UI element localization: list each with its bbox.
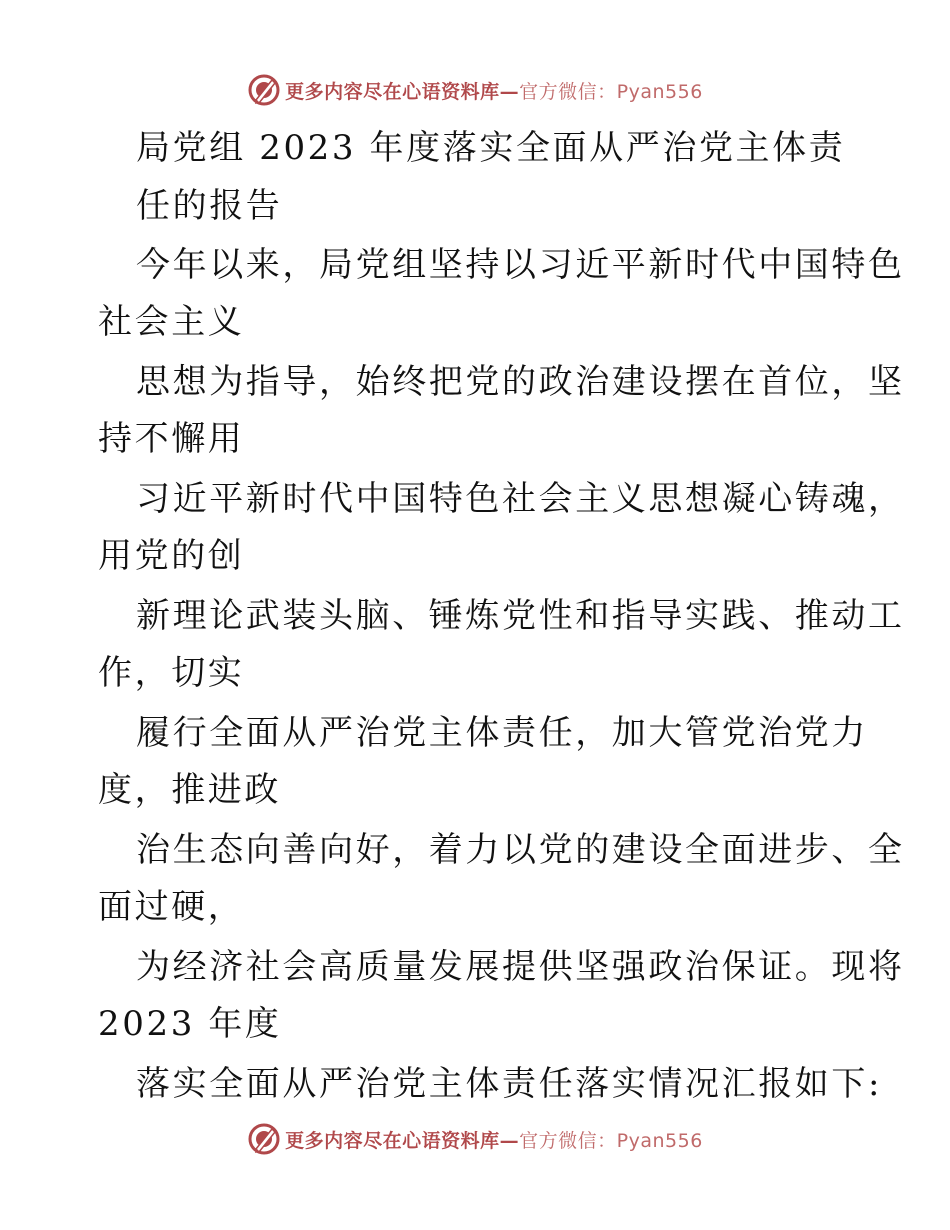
watermark-banner-bottom bbox=[0, 1117, 950, 1161]
paragraph-line: 社会主义 bbox=[98, 302, 245, 342]
watermark-site: 更多内容尽在心语资料库 bbox=[285, 80, 500, 103]
paragraph-line: 思想为指导，始终把党的政治建设摆在首位，坚 bbox=[136, 362, 905, 402]
watermark-separator: — bbox=[499, 80, 520, 103]
watermark-banner-top bbox=[0, 68, 950, 112]
paragraph-line: 履行全面从严治党主体责任，加大管党治党力 bbox=[136, 713, 868, 753]
paragraph-line: 治生态向善向好，着力以党的建设全面进步、全 bbox=[136, 830, 905, 870]
document-title-line-1: 局党组 2023 年度落实全面从严治党主体责 bbox=[136, 128, 846, 168]
paragraph-line: 度，推进政 bbox=[98, 770, 281, 810]
watermark-text bbox=[285, 77, 703, 104]
paragraph-line: 持不懈用 bbox=[98, 419, 245, 459]
watermark-text bbox=[285, 1126, 703, 1153]
document-title-line-2: 任的报告 bbox=[136, 186, 283, 226]
watermark-contact: 官方微信：Pyan556 bbox=[519, 80, 703, 103]
paragraph-line: 作，切实 bbox=[98, 653, 245, 693]
watermark-site: 更多内容尽在心语资料库 bbox=[285, 1129, 500, 1152]
paragraph-line: 落实全面从严治党主体责任落实情况汇报如下: bbox=[136, 1064, 883, 1104]
paragraph-line: 为经济社会高质量发展提供坚强政治保证。现将 bbox=[136, 947, 905, 987]
pen-logo-icon bbox=[247, 73, 281, 107]
paragraph-line: 用党的创 bbox=[98, 536, 245, 576]
paragraph-line: 2023 年度 bbox=[98, 1004, 282, 1044]
paragraph-line: 面过硬， bbox=[98, 887, 245, 927]
watermark-contact: 官方微信：Pyan556 bbox=[519, 1129, 703, 1152]
paragraph-line: 新理论武装头脑、锤炼党性和指导实践、推动工 bbox=[136, 596, 905, 636]
paragraph-line: 习近平新时代中国特色社会主义思想凝心铸魂， bbox=[136, 479, 905, 519]
paragraph-line: 今年以来，局党组坚持以习近平新时代中国特色 bbox=[136, 245, 905, 285]
watermark-separator: — bbox=[499, 1129, 520, 1152]
pen-logo-icon bbox=[247, 1122, 281, 1156]
